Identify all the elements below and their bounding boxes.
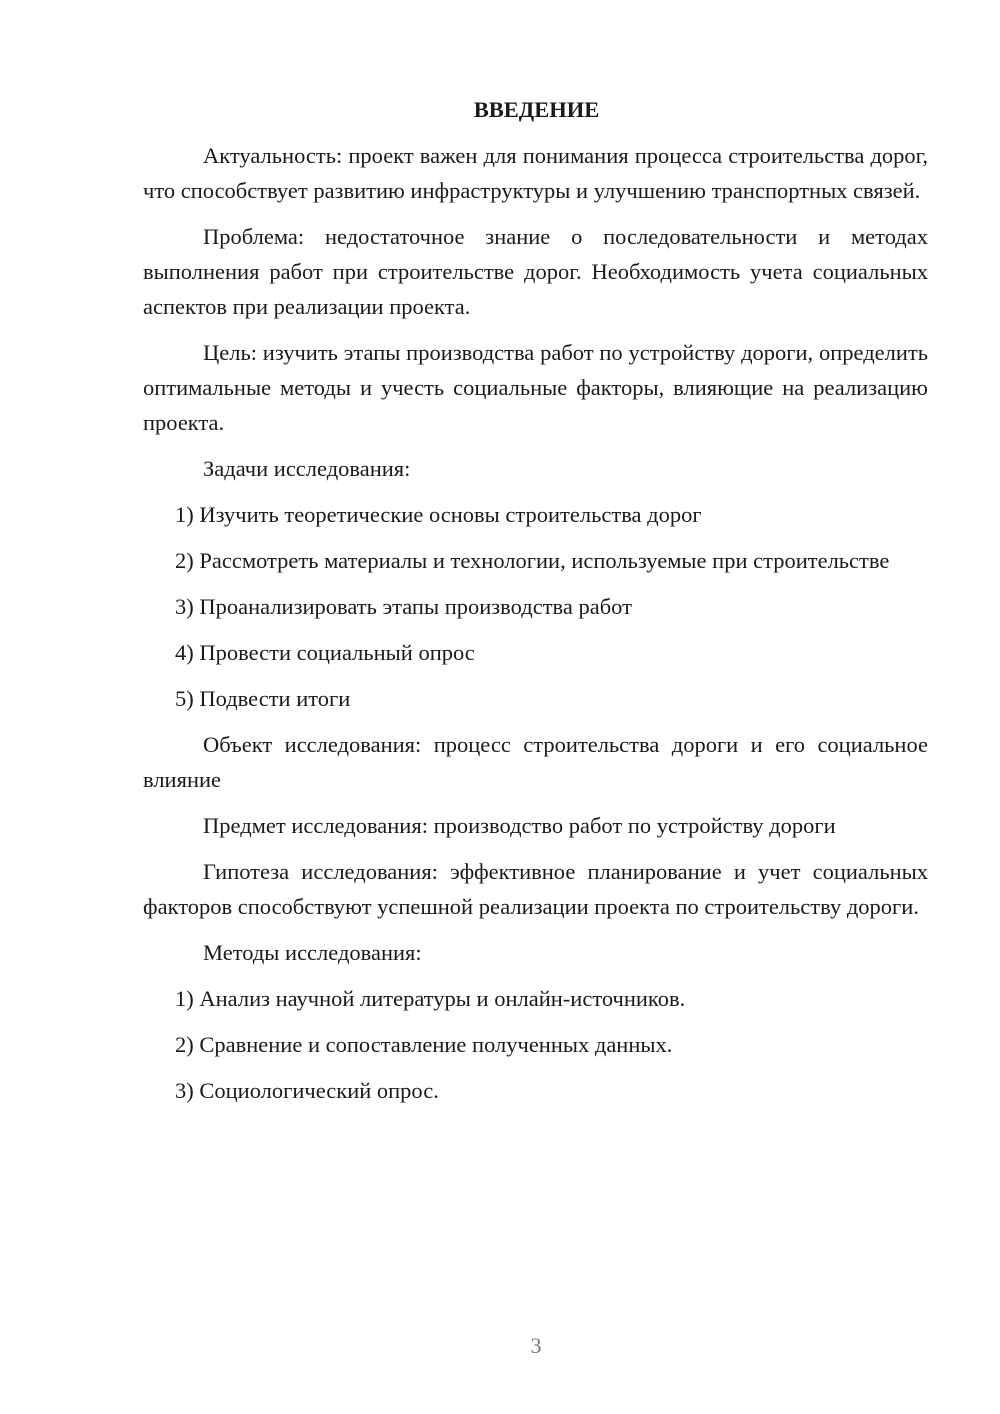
tasks-heading: Задачи исследования: (203, 456, 411, 481)
list-item: 5) Подвести итоги (175, 686, 351, 711)
document-page (143, 92, 928, 1119)
paragraph-subject: Предмет исследования: производство работ по устройству дороги (203, 813, 836, 838)
list-item: 1) Анализ научной литературы и онлайн-источников. (175, 986, 686, 1011)
paragraph-problem: Проблема: недостаточное знание о последовательности и методах выполнения работ при строительстве дорог. Необходимость учета социальных аспектов при реализации проекта. (143, 224, 928, 319)
list-item: 1) Изучить теоретические основы строительства дорог (175, 502, 702, 527)
paragraph-hypothesis: Гипотеза исследования: эффективное планирование и учет социальных факторов способствуют успешной реализации проекта по строительству дороги. (143, 859, 928, 919)
list-item: 2) Рассмотреть материалы и технологии, используемые при строительстве (175, 548, 890, 573)
list-item: 2) Сравнение и сопоставление полученных данных. (175, 1032, 673, 1057)
paragraph-relevance: Актуальность: проект важен для понимания процесса строительства дорог, что способствует развитию инфраструктуры и улучшению транспортных связей. (143, 143, 928, 203)
methods-list (143, 981, 928, 1108)
document-title: ВВЕДЕНИЕ (473, 97, 600, 122)
list-item: 3) Социологический опрос. (175, 1078, 439, 1103)
tasks-list (143, 497, 928, 716)
page-number: 3 (530, 1333, 542, 1358)
methods-heading: Методы исследования: (203, 940, 422, 965)
list-item: 3) Проанализировать этапы производства работ (175, 594, 632, 619)
paragraph-object: Объект исследования: процесс строительства дороги и его социальное влияние (143, 732, 928, 792)
paragraph-goal: Цель: изучить этапы производства работ по устройству дороги, определить оптимальные методы и учесть социальные факторы, влияющие на реализацию проекта. (143, 340, 928, 435)
list-item: 4) Провести социальный опрос (175, 640, 475, 665)
